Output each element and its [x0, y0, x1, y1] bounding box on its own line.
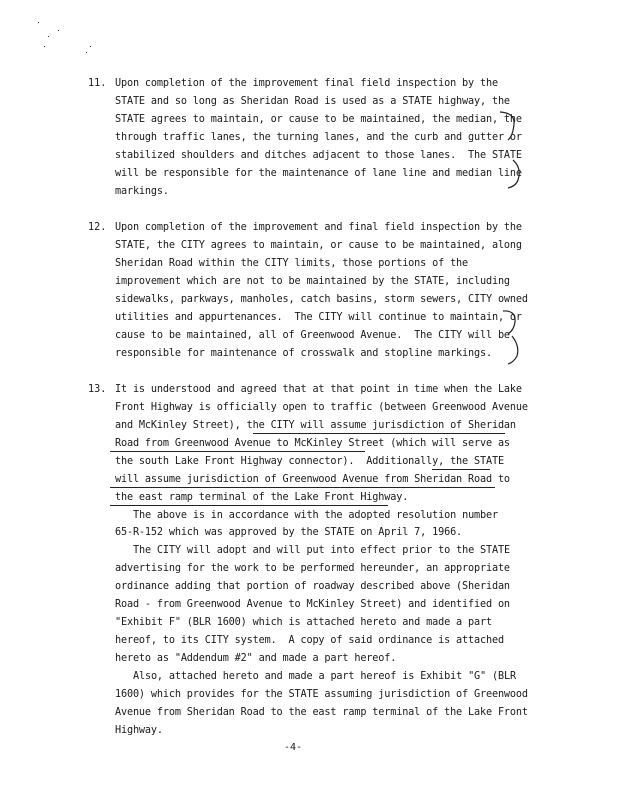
section-12-line: sidewalks, parkways, manholes, catch basins, storm sewers, CITY owned — [115, 294, 528, 305]
section-11-line: through traffic lanes, the turning lanes, and the curb and gutter or — [115, 132, 522, 143]
section-13-paragraph: Also, attached hereto and made a part hereof is Exhibit "G" (BLR — [133, 671, 516, 682]
section-13-paragraph: The above is in accordance with the adopted resolution number — [133, 510, 498, 521]
section-13-line: Road from Greenwood Avenue to McKinley Street (which will serve as — [115, 438, 510, 449]
section-12-line: Sheridan Road within the CITY limits, those portions of the — [115, 258, 469, 269]
section-11-line: Upon completion of the improvement final field inspection by the — [115, 78, 498, 89]
section-12-line: cause to be maintained, all of Greenwood Avenue. The CITY will be — [115, 330, 510, 341]
section-12-line: utilities and appurtenances. The CITY will continue to maintain, or — [115, 312, 522, 323]
margin-bracket — [503, 311, 515, 334]
section-11-line: STATE agrees to maintain, or cause to be maintained, the median, the — [115, 114, 522, 125]
section-13-paragraph: hereof, to its CITY system. A copy of said ordinance is attached — [115, 635, 504, 646]
section-12-line: responsible for maintenance of crosswalk and stopline markings. — [115, 348, 492, 359]
section-11-line: STATE and so long as Sheridan Road is used as a STATE highway, the — [115, 96, 510, 107]
section-13-paragraph: The CITY will adopt and will put into effect prior to the STATE — [133, 545, 510, 556]
page-number: -4- — [284, 742, 303, 753]
section-13-paragraph: "Exhibit F" (BLR 1600) which is attached hereto and made a part — [115, 617, 492, 628]
section-13-line: It is understood and agreed that at that point in time when the Lake — [115, 384, 522, 395]
section-12-line: Upon completion of the improvement and final field inspection by the — [115, 222, 522, 233]
section-11-line: will be responsible for the maintenance of lane line and median line — [115, 168, 522, 179]
section-11-line: markings. — [115, 186, 169, 197]
section-13-paragraph: hereto as "Addendum #2" and made a part hereof. — [115, 653, 397, 664]
section-13-paragraph: advertising for the work to be performed hereunder, an appropriate — [115, 563, 510, 574]
section-13-line: and McKinley Street), the CITY will assume jurisdiction of Sheridan — [115, 420, 516, 431]
section-11-line: stabilized shoulders and ditches adjacent to those lanes. The STATE — [115, 150, 522, 161]
section-13-line: Front Highway is officially open to traffic (between Greenwood Avenue — [115, 402, 528, 413]
section-12-line: improvement which are not to be maintained by the STATE, including — [115, 276, 510, 287]
section-13-paragraph: Highway. — [115, 725, 163, 736]
section-12-line: STATE, the CITY agrees to maintain, or cause to be maintained, along — [115, 240, 522, 251]
section-13-number: 13. — [88, 384, 107, 395]
margin-bracket — [508, 336, 518, 364]
margin-bracket — [508, 160, 519, 188]
section-13-paragraph: Road - from Greenwood Avenue to McKinley Street) and identified on — [115, 599, 510, 610]
section-13-line: will assume jurisdiction of Greenwood Avenue from Sheridan Road to — [115, 474, 510, 485]
margin-bracket — [500, 112, 514, 140]
section-13-paragraph: ordinance adding that portion of roadway described above (Sheridan — [115, 581, 510, 592]
section-13-line: the south Lake Front Highway connector). Additionally, the STATE — [115, 456, 504, 467]
section-13-paragraph: 65-R-152 which was approved by the STATE on April 7, 1966. — [115, 527, 463, 538]
section-12-number: 12. — [88, 222, 107, 233]
section-11-number: 11. — [88, 78, 107, 89]
section-13-line: the east ramp terminal of the Lake Front Highway. — [115, 492, 409, 503]
section-13-paragraph: Avenue from Sheridan Road to the east ramp terminal of the Lake Front — [115, 707, 528, 718]
section-13-paragraph: 1600) which provides for the STATE assuming jurisdiction of Greenwood — [115, 689, 528, 700]
